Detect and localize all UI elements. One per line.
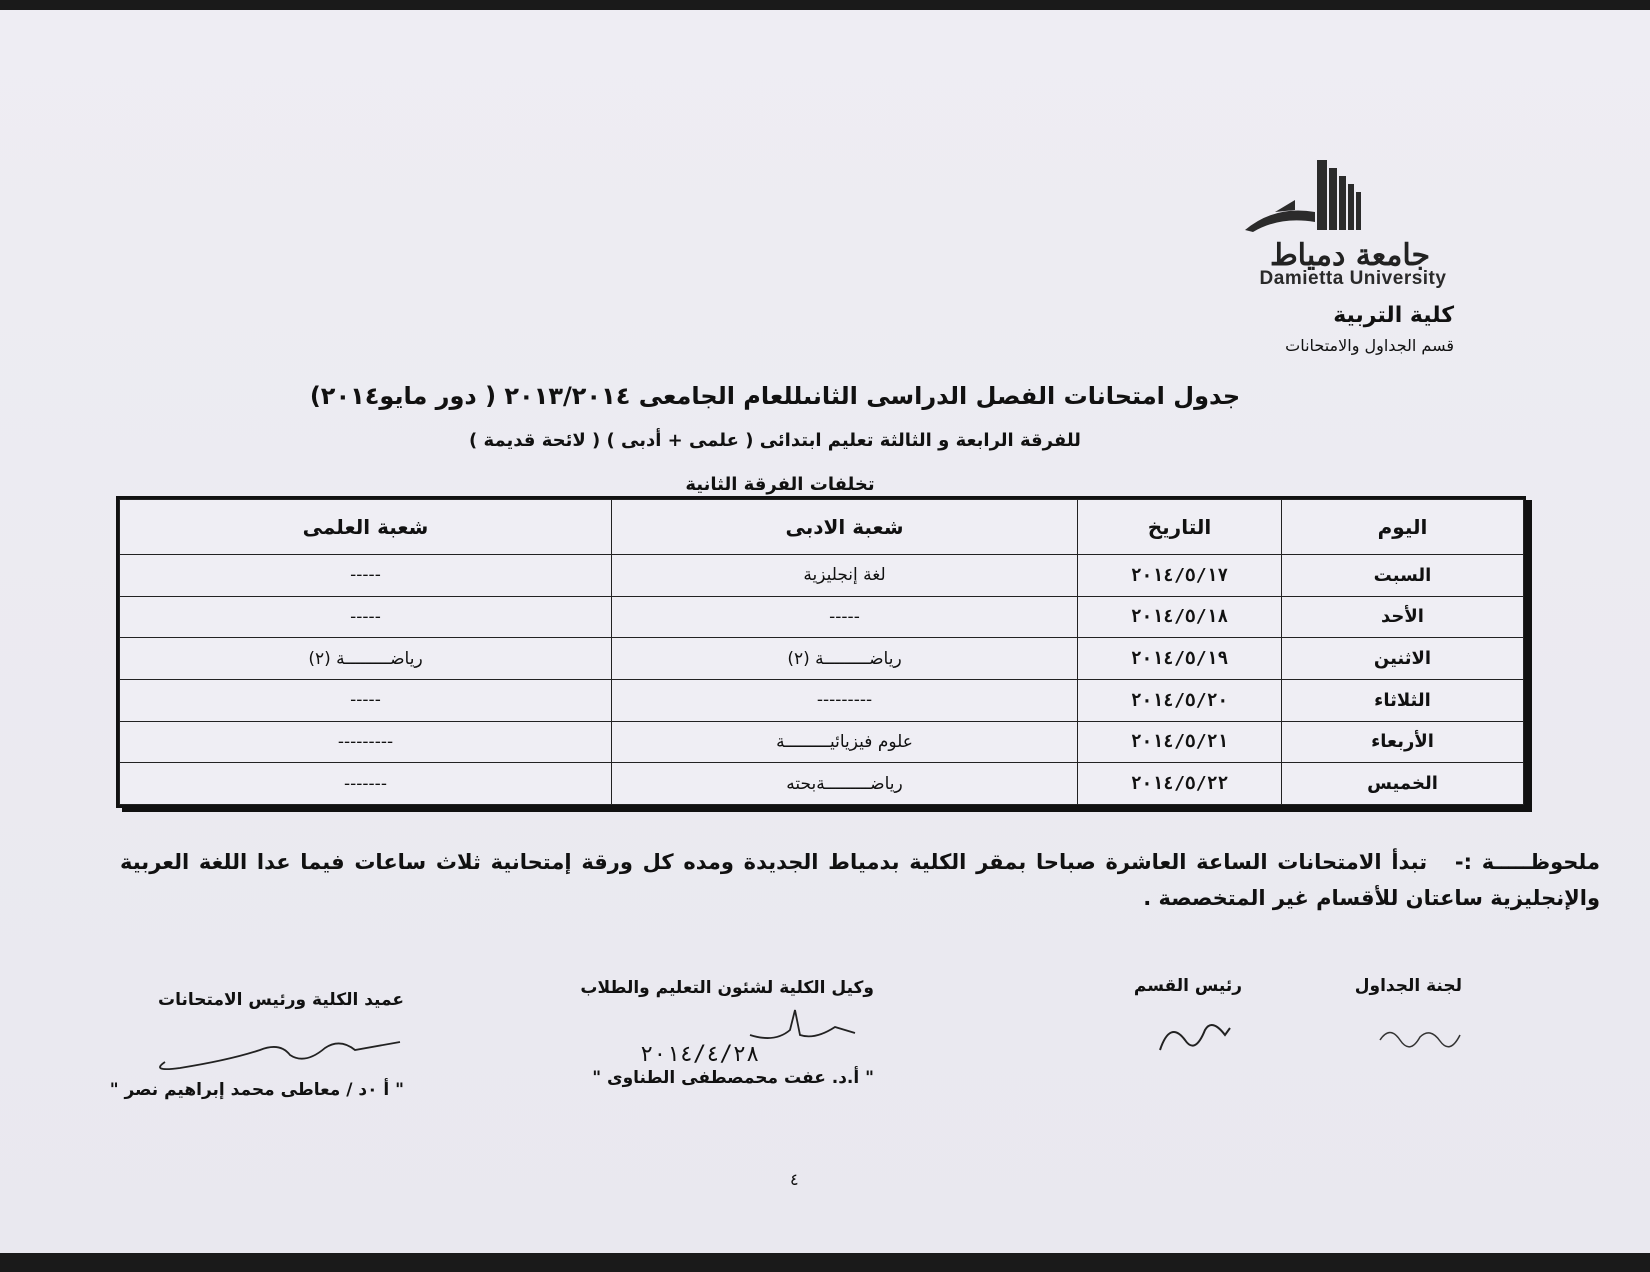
cell-literary: ---------: [612, 679, 1078, 721]
header-date: التاريخ: [1078, 500, 1282, 555]
table-row: [120, 638, 1524, 680]
cell-day: الخميس: [1282, 763, 1524, 805]
committee-title: لجنة الجداول: [1354, 976, 1462, 996]
cell-science: -----: [120, 555, 612, 597]
signature-head: [1134, 976, 1242, 996]
department-name: قسم الجداول والامتحانات: [1285, 336, 1454, 355]
cell-literary: علوم فيزيائيـــــــــة: [612, 721, 1078, 763]
schedule-section: تخلفات الفرقة الثانية: [685, 474, 875, 495]
university-name-ar: جامعة دمياط: [1269, 238, 1431, 273]
header-day: اليوم: [1282, 500, 1524, 555]
head-title: رئيس القسم: [1133, 976, 1242, 996]
scan-border-top: [0, 0, 1650, 10]
table-row: [120, 763, 1524, 805]
cell-literary: رياضـــــــــة (٢): [612, 638, 1078, 680]
exam-note: [120, 844, 1600, 916]
cell-date: ٢٠١٤/٥/١٨: [1078, 596, 1282, 638]
cell-date: ٢٠١٤/٥/١٧: [1078, 555, 1282, 597]
cell-science: رياضـــــــــة (٢): [120, 638, 612, 680]
note-text: تبدأ الامتحانات الساعة العاشرة صباحا بمقر الكلية بدمياط الجديدة ومده كل ورقة إمتحانية ثلاث ساعات فيما عدا اللغة العربية والإنجليزية ساعتان للأقسام غير المتخصصة .: [120, 850, 1600, 910]
cell-literary: رياضـــــــــةبحته: [612, 763, 1078, 805]
table-row: [120, 721, 1524, 763]
cell-day: الثلاثاء: [1282, 679, 1524, 721]
header-science: شعبة العلمى: [120, 500, 612, 555]
signature-committee: [1355, 976, 1462, 996]
cell-day: الأحد: [1282, 596, 1524, 638]
cell-science: -----: [120, 679, 612, 721]
scan-border-bottom: [0, 1253, 1650, 1272]
cell-science: -----: [120, 596, 612, 638]
document-page: [0, 10, 1650, 1253]
head-signature-icon: [1150, 1000, 1240, 1060]
vice-dean-signature-icon: [745, 1005, 865, 1050]
table-row: [120, 555, 1524, 597]
note-label: ملحوظـــــة :-: [1454, 850, 1600, 874]
cell-literary: لغة إنجليزية: [612, 555, 1078, 597]
university-name-en: Damietta University: [1259, 268, 1447, 289]
schedule-title: جدول امتحانات الفصل الدراسى الثانىللعام الجامعى ٢٠١٣/٢٠١٤ ( دور مايو٢٠١٤): [309, 382, 1241, 410]
vice-dean-title: وكيل الكلية لشئون التعليم والطلاب: [580, 978, 874, 998]
exam-table: [116, 496, 1526, 808]
cell-date: ٢٠١٤/٥/٢٠: [1078, 679, 1282, 721]
committee-signature-icon: [1375, 1015, 1465, 1055]
page-number: ٤: [790, 1170, 799, 1189]
dean-title: عميد الكلية ورئيس الامتحانات: [158, 990, 404, 1010]
table-row: [120, 679, 1524, 721]
cell-date: ٢٠١٤/٥/٢٢: [1078, 763, 1282, 805]
dean-signature-icon: [140, 1020, 410, 1080]
header-literary: شعبة الادبى: [612, 500, 1078, 555]
vice-dean-handwritten-date: ٢٠١٤/٤/٢٨: [640, 1042, 760, 1067]
table-header-row: [120, 500, 1524, 555]
table-row: [120, 596, 1524, 638]
vice-dean-name: " أ.د. عفت محمصطفى الطناوى ": [592, 1068, 874, 1088]
faculty-name: كلية التربية: [1333, 303, 1454, 328]
cell-day: السبت: [1282, 555, 1524, 597]
cell-date: ٢٠١٤/٥/١٩: [1078, 638, 1282, 680]
cell-day: الأربعاء: [1282, 721, 1524, 763]
cell-day: الاثنين: [1282, 638, 1524, 680]
cell-date: ٢٠١٤/٥/٢١: [1078, 721, 1282, 763]
cell-science: ---------: [120, 721, 612, 763]
cell-science: -------: [120, 763, 612, 805]
schedule-subtitle: للفرقة الرابعة و الثالثة تعليم ابتدائى ( علمى + أدبى ) ( لائحة قديمة ): [469, 430, 1081, 451]
cell-literary: -----: [612, 596, 1078, 638]
dean-name: " أ ٠د / معاطى محمد إبراهيم نصر ": [109, 1080, 404, 1100]
